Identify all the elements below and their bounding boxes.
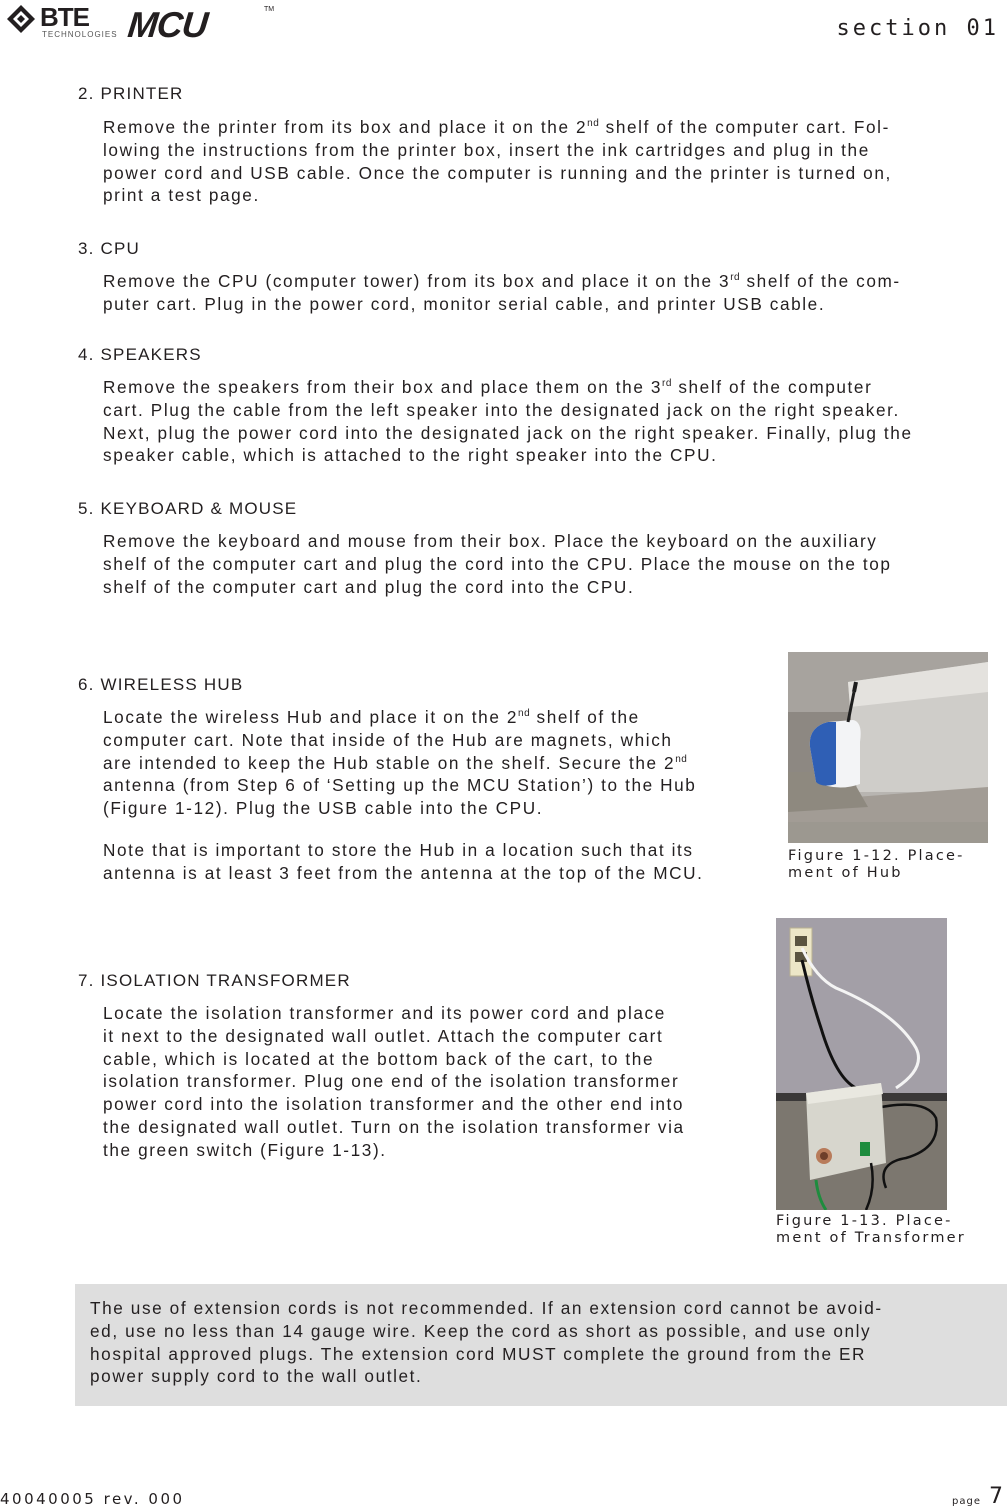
text-line: power supply cord to the wall outlet. xyxy=(90,1366,423,1387)
text-line: cart. Plug the cable from the left speaker into the designated jack on the right speaker. xyxy=(103,399,900,420)
transformer-photo-illustration xyxy=(776,918,947,1210)
text-line: Remove the printer from its box and place it on the 2nd shelf of the computer cart. Fol- xyxy=(103,117,890,137)
hub-photo-illustration xyxy=(788,652,988,843)
step-heading-isolation-transformer: 7. ISOLATION TRANSFORMER xyxy=(78,971,351,990)
text-line: print a test page. xyxy=(103,185,260,206)
text-line: power cord and USB cable. Once the computer is running and the printer is turned on, xyxy=(103,162,892,183)
page-number: 7 xyxy=(989,1484,1003,1509)
text-line: it next to the designated wall outlet. Attach the computer cart xyxy=(103,1025,664,1046)
step-heading-printer: 2. PRINTER xyxy=(78,84,184,103)
text-line: Locate the wireless Hub and place it on the 2nd shelf of the xyxy=(103,707,640,727)
step-heading-cpu: 3. CPU xyxy=(78,239,140,258)
text-line: the designated wall outlet. Turn on the isolation transformer via xyxy=(103,1116,685,1137)
text-line: antenna (from Step 6 of ‘Setting up the MCU Station’) to the Hub xyxy=(103,775,697,796)
text-line: antenna is at least 3 feet from the antenna at the top of the MCU. xyxy=(103,862,704,883)
text-line: speaker cable, which is attached to the right speaker into the CPU. xyxy=(103,445,718,466)
text-line: cable, which is located at the bottom back of the cart, to the xyxy=(103,1048,655,1069)
figure-caption-transformer: Figure 1-13. Place- ment of Transformer xyxy=(776,1213,966,1246)
text-line: Remove the keyboard and mouse from their box. Place the keyboard on the auxiliary xyxy=(103,531,878,551)
text-line: power cord into the isolation transformer and the other end into xyxy=(103,1094,685,1115)
text-line: puter cart. Plug in the power cord, monitor serial cable, and printer USB cable. xyxy=(103,293,826,314)
figure-transformer-photo xyxy=(776,918,947,1210)
text-line: Locate the isolation transformer and its power cord and place xyxy=(103,1003,666,1023)
section-label: section 01 xyxy=(836,16,999,41)
bte-mark-icon xyxy=(6,4,36,34)
bte-subtitle: TECHNOLOGIES xyxy=(42,30,118,39)
text-line: Remove the speakers from their box and place them on the 3rd shelf of the computer xyxy=(103,377,873,397)
step-heading-speakers: 4. SPEAKERS xyxy=(78,345,202,364)
figure-caption-hub: Figure 1-12. Place- ment of Hub xyxy=(788,848,965,881)
text-line: ed, use no less than 14 gauge wire. Keep the cord as short as possible, and use only xyxy=(90,1320,872,1341)
text-line: Remove the CPU (computer tower) from its box and place it on the 3rd shelf of the com- xyxy=(103,271,901,291)
text-line: shelf of the computer cart and plug the cord into the CPU. xyxy=(103,576,635,597)
text-line: Note that is important to store the Hub in a location such that its xyxy=(103,840,694,860)
text-line: computer cart. Note that inside of the Hub are magnets, which xyxy=(103,729,673,750)
step-heading-keyboard-mouse: 5. KEYBOARD & MOUSE xyxy=(78,499,298,518)
text-line: Next, plug the power cord into the designated jack on the right speaker. Finally, plug the xyxy=(103,422,913,443)
step-heading-wireless-hub: 6. WIRELESS HUB xyxy=(78,675,244,694)
text-line: isolation transformer. Plug one end of the isolation transformer xyxy=(103,1071,680,1092)
figure-hub-photo xyxy=(788,652,988,843)
text-line: lowing the instructions from the printer box, insert the ink cartridges and plug in the xyxy=(103,139,870,160)
mcu-logo: MCU xyxy=(125,4,210,45)
step-body-wireless-hub xyxy=(103,706,696,820)
text-line: shelf of the computer cart and plug the cord into the CPU. Place the mouse on the top xyxy=(103,553,892,574)
document-number: 40040005 rev. 000 xyxy=(0,1490,185,1508)
text-line: hospital approved plugs. The extension cord MUST complete the ground from the ER xyxy=(90,1343,867,1364)
step-body-isolation-transformer xyxy=(103,1002,685,1162)
warning-note-text xyxy=(90,1297,990,1388)
text-line: The use of extension cords is not recommended. If an extension cord cannot be avoid- xyxy=(90,1298,883,1318)
step-body-keyboard-mouse xyxy=(103,530,892,598)
mcu-trademark: TM xyxy=(264,6,275,13)
step-body-cpu xyxy=(103,270,901,316)
page-label: page xyxy=(952,1496,981,1507)
text-line: (Figure 1-12). Plug the USB cable into the CPU. xyxy=(103,798,544,819)
step-body-speakers xyxy=(103,376,913,467)
step-body-printer xyxy=(103,116,892,207)
bte-wordmark: BTE xyxy=(40,2,89,32)
text-line: are intended to keep the Hub stable on the shelf. Secure the 2nd xyxy=(103,752,688,773)
step-note-wireless-hub xyxy=(103,839,704,885)
text-line: the green switch (Figure 1-13). xyxy=(103,1139,387,1160)
